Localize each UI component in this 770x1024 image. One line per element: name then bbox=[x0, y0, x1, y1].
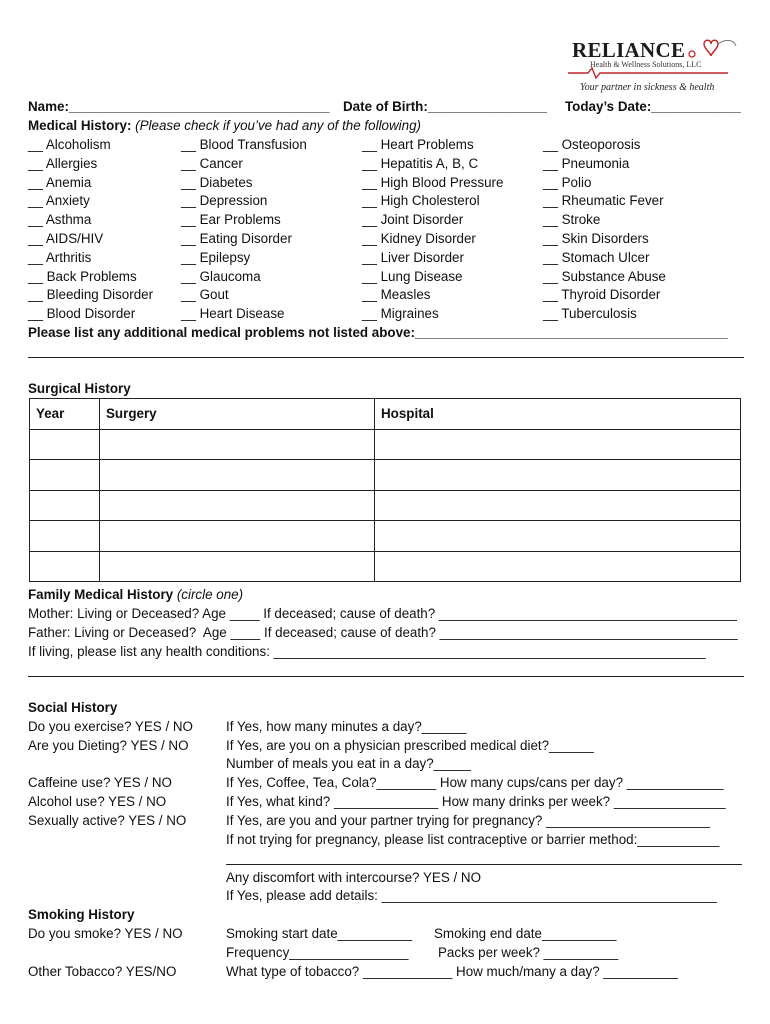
condition-checkbox-item[interactable]: __ Measles bbox=[362, 287, 431, 303]
caffeine-question[interactable]: Caffeine use? YES / NO bbox=[28, 775, 172, 790]
condition-checkbox-item[interactable]: __ Blood Disorder bbox=[28, 306, 136, 322]
condition-checkbox-item[interactable]: __ Pneumonia bbox=[543, 155, 630, 171]
hospital-cell[interactable] bbox=[375, 460, 741, 491]
mother-history-field[interactable]: Mother: Living or Deceased? Age ____ If deceased; cause of death? ________________________________________ bbox=[28, 606, 737, 621]
condition-checkbox-item[interactable]: __ Thyroid Disorder bbox=[543, 287, 661, 303]
medical-history-heading bbox=[28, 118, 421, 133]
heart-stethoscope-icon bbox=[684, 36, 740, 62]
condition-checkbox-item[interactable]: __ Glaucoma bbox=[181, 268, 261, 284]
health-conditions-field[interactable]: If living, please list any health conditions: __________________________________________________________ bbox=[28, 644, 706, 659]
name-field[interactable]: Name:___________________________________ bbox=[28, 99, 330, 114]
contraceptive-method-line[interactable] bbox=[226, 864, 742, 865]
logo-brand: RELIANCE bbox=[572, 38, 686, 62]
medical-diet-field[interactable]: If Yes, are you on a physician prescribed medical diet?______ bbox=[226, 738, 594, 753]
condition-checkbox-item[interactable]: __ Diabetes bbox=[181, 174, 253, 190]
condition-checkbox-item[interactable]: __ Joint Disorder bbox=[362, 212, 464, 228]
family-history-title: Family Medical History bbox=[28, 587, 174, 602]
exercise-minutes-field[interactable]: If Yes, how many minutes a day?______ bbox=[226, 719, 467, 734]
condition-checkbox-item[interactable]: __ High Blood Pressure bbox=[362, 174, 504, 190]
pregnancy-trying-field[interactable]: If Yes, are you and your partner trying for pregnancy? ______________________ bbox=[226, 813, 710, 828]
company-logo bbox=[566, 30, 746, 100]
condition-checkbox-item[interactable]: __ Liver Disorder bbox=[362, 249, 464, 265]
logo-tagline: Your partner in sickness & health bbox=[580, 82, 715, 93]
table-row bbox=[30, 460, 741, 491]
condition-checkbox-item[interactable]: __ Arthritis bbox=[28, 249, 92, 265]
family-history-note: (circle one) bbox=[173, 587, 244, 602]
father-history-field[interactable]: Father: Living or Deceased? Age ____ If deceased; cause of death? ________________________________________ bbox=[28, 625, 738, 640]
condition-checkbox-item[interactable]: __ Asthma bbox=[28, 212, 92, 228]
alcohol-details-field[interactable]: If Yes, what kind? ______________ How many drinks per week? _______________ bbox=[226, 794, 726, 809]
surgical-history-table bbox=[29, 398, 741, 582]
hospital-cell[interactable] bbox=[375, 429, 741, 460]
condition-checkbox-item[interactable]: __ Lung Disease bbox=[362, 268, 463, 284]
condition-checkbox-item[interactable]: __ Migraines bbox=[362, 306, 439, 322]
surgery-cell[interactable] bbox=[100, 521, 375, 552]
condition-checkbox-item[interactable]: __ Tuberculosis bbox=[543, 306, 637, 322]
condition-checkbox-item[interactable]: __ Anemia bbox=[28, 174, 92, 190]
discomfort-details-field[interactable]: If Yes, please add details: _____________________________________________ bbox=[226, 888, 717, 903]
other-tobacco-question[interactable]: Other Tobacco? YES/NO bbox=[28, 964, 177, 979]
additional-problems-field[interactable]: Please list any additional medical problems not listed above:__________________________________________ bbox=[28, 325, 728, 340]
condition-checkbox-item[interactable]: __ AIDS/HIV bbox=[28, 231, 104, 246]
intercourse-discomfort-question[interactable]: Any discomfort with intercourse? YES / NO bbox=[226, 870, 482, 885]
tobacco-type-field[interactable]: What type of tobacco? ____________ How much/many a day? __________ bbox=[226, 964, 678, 979]
surgery-cell[interactable] bbox=[100, 490, 375, 521]
sexually-active-question[interactable]: Sexually active? YES / NO bbox=[28, 813, 187, 828]
hospital-cell[interactable] bbox=[375, 490, 741, 521]
logo-subtitle: Health & Wellness Solutions, LLC bbox=[590, 60, 702, 69]
condition-checkbox-item[interactable]: __ Stomach Ulcer bbox=[543, 249, 650, 265]
condition-checkbox-item[interactable]: __ Polio bbox=[543, 174, 592, 190]
surgery-cell[interactable] bbox=[100, 551, 375, 582]
column-header-surgery: Surgery bbox=[100, 399, 375, 430]
condition-checkbox-item[interactable]: __ Blood Transfusion bbox=[181, 137, 307, 152]
year-cell[interactable] bbox=[30, 551, 100, 582]
contraceptive-method-field[interactable]: If not trying for pregnancy, please list contraceptive or barrier method:___________ bbox=[226, 832, 720, 847]
table-row bbox=[30, 551, 741, 582]
condition-checkbox-item[interactable]: __ Alcoholism bbox=[28, 137, 111, 152]
smoking-end-field[interactable]: Smoking end date__________ bbox=[434, 926, 617, 941]
condition-checkbox-item[interactable]: __ Rheumatic Fever bbox=[543, 193, 664, 209]
smoke-question[interactable]: Do you smoke? YES / NO bbox=[28, 926, 183, 941]
year-cell[interactable] bbox=[30, 490, 100, 521]
condition-checkbox-item[interactable]: __ Eating Disorder bbox=[181, 231, 292, 246]
year-cell[interactable] bbox=[30, 460, 100, 491]
condition-checkbox-item[interactable]: __ Kidney Disorder bbox=[362, 231, 476, 246]
dieting-question[interactable]: Are you Dieting? YES / NO bbox=[28, 738, 189, 753]
condition-checkbox-item[interactable]: __ Bleeding Disorder bbox=[28, 287, 154, 303]
table-row bbox=[30, 490, 741, 521]
packs-per-week-field[interactable]: Packs per week? __________ bbox=[438, 945, 619, 960]
additional-problems-line[interactable] bbox=[28, 357, 744, 358]
smoking-history-title: Smoking History bbox=[28, 907, 135, 922]
hospital-cell[interactable] bbox=[375, 521, 741, 552]
condition-checkbox-item[interactable]: __ Cancer bbox=[181, 155, 243, 171]
condition-checkbox-item[interactable]: __ Substance Abuse bbox=[543, 268, 666, 284]
social-history-title: Social History bbox=[28, 700, 118, 715]
column-header-year: Year bbox=[30, 399, 100, 430]
condition-checkbox-item[interactable]: __ Allergies bbox=[28, 155, 98, 171]
condition-checkbox-item[interactable]: __ Gout bbox=[181, 287, 229, 303]
surgery-cell[interactable] bbox=[100, 460, 375, 491]
medical-history-title: Medical History: bbox=[28, 118, 132, 133]
condition-checkbox-item[interactable]: __ Depression bbox=[181, 193, 268, 209]
smoking-frequency-field[interactable]: Frequency________________ bbox=[226, 945, 409, 960]
todays-date-field[interactable]: Today’s Date:____________ bbox=[565, 99, 741, 114]
condition-checkbox-item[interactable]: __ Back Problems bbox=[28, 268, 137, 284]
condition-checkbox-item[interactable]: __ Ear Problems bbox=[181, 212, 281, 228]
caffeine-details-field[interactable]: If Yes, Coffee, Tea, Cola?________ How many cups/cans per day? _____________ bbox=[226, 775, 724, 790]
table-row bbox=[30, 521, 741, 552]
surgery-cell[interactable] bbox=[100, 429, 375, 460]
condition-checkbox-item[interactable]: __ Heart Disease bbox=[181, 306, 285, 322]
heartbeat-line-icon bbox=[568, 66, 728, 80]
table-row bbox=[30, 429, 741, 460]
condition-checkbox-item[interactable]: __ Hepatitis A, B, C bbox=[362, 155, 479, 171]
medical-history-note: (Please check if you’ve had any of the following) bbox=[131, 118, 421, 133]
hospital-cell[interactable] bbox=[375, 551, 741, 582]
condition-checkbox-item[interactable]: __ Epilepsy bbox=[181, 249, 251, 265]
meals-per-day-field[interactable]: Number of meals you eat in a day?_____ bbox=[226, 756, 471, 771]
condition-checkbox-item[interactable]: __ Heart Problems bbox=[362, 137, 474, 152]
condition-checkbox-item[interactable]: __ Osteoporosis bbox=[543, 137, 641, 152]
family-history-heading bbox=[28, 587, 243, 602]
condition-checkbox-item[interactable]: __ High Cholesterol bbox=[362, 193, 480, 209]
year-cell[interactable] bbox=[30, 521, 100, 552]
smoking-start-field[interactable]: Smoking start date__________ bbox=[226, 926, 413, 941]
alcohol-question[interactable]: Alcohol use? YES / NO bbox=[28, 794, 167, 809]
dob-field[interactable]: Date of Birth:________________ bbox=[343, 99, 547, 114]
health-conditions-line[interactable] bbox=[28, 676, 744, 677]
condition-checkbox-item[interactable]: __ Anxiety bbox=[28, 193, 90, 209]
exercise-question[interactable]: Do you exercise? YES / NO bbox=[28, 719, 193, 734]
column-header-hospital: Hospital bbox=[375, 399, 741, 430]
year-cell[interactable] bbox=[30, 429, 100, 460]
table-header-row bbox=[30, 399, 741, 430]
condition-checkbox-item[interactable]: __ Stroke bbox=[543, 212, 601, 228]
surgical-history-title: Surgical History bbox=[28, 381, 131, 396]
condition-checkbox-item[interactable]: __ Skin Disorders bbox=[543, 231, 649, 246]
